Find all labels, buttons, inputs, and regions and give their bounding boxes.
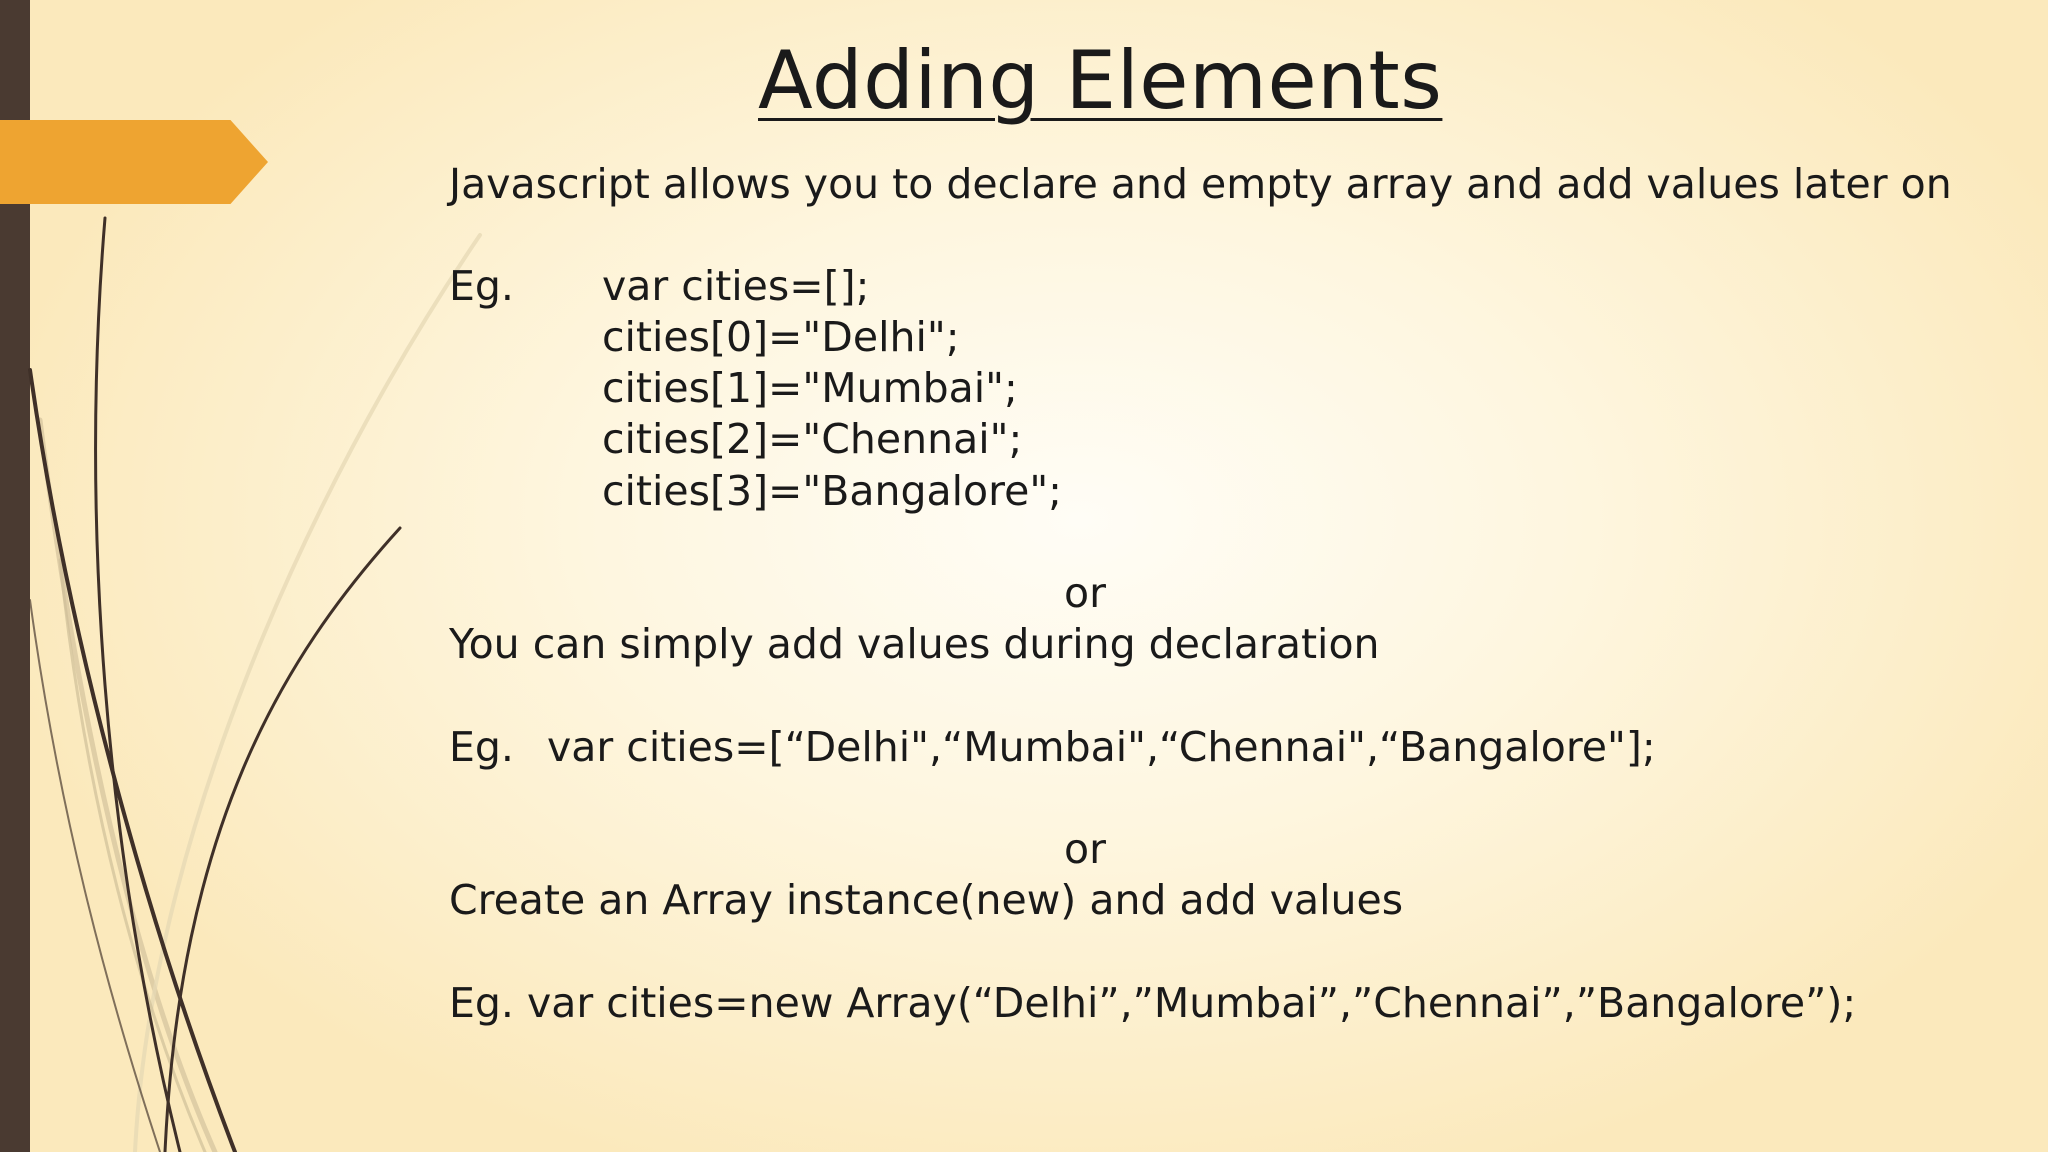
- option-2-text: You can simply add values during declaration: [449, 620, 1380, 668]
- intro-text: Javascript allows you to declare and empty array and add values later on: [449, 160, 1952, 208]
- slide-title: Adding Elements: [758, 34, 1443, 127]
- example-1-code-line: cities[1]="Mumbai";: [602, 364, 1018, 412]
- example-3-code: Eg. var cities=new Array(“Delhi”,”Mumbai”,”Chennai”,”Bangalore”);: [449, 979, 1857, 1027]
- or-separator: or: [1064, 825, 1106, 873]
- example-2-code: var cities=[“Delhi",“Mumbai",“Chennai",“Bangalore"];: [547, 723, 1656, 771]
- example-2-label: Eg.: [449, 723, 514, 771]
- or-separator: or: [1064, 569, 1106, 617]
- example-1-code-line: var cities=[];: [602, 262, 870, 310]
- option-3-text: Create an Array instance(new) and add values: [449, 876, 1404, 924]
- example-1-code-line: cities[0]="Delhi";: [602, 313, 960, 361]
- example-1-label: Eg.: [449, 262, 514, 310]
- example-1-code-line: cities[2]="Chennai";: [602, 415, 1023, 463]
- example-1-code-line: cities[3]="Bangalore";: [602, 467, 1062, 515]
